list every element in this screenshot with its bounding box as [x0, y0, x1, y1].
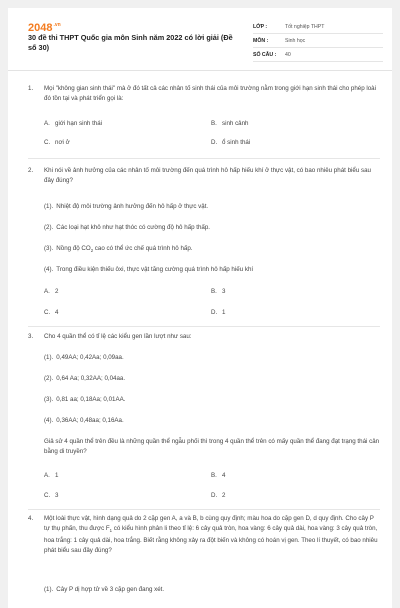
statement-label: (4).	[44, 266, 54, 273]
option-text: 2	[55, 288, 59, 295]
statement-text-pre: Nồng độ CO	[56, 245, 91, 252]
document-page	[8, 8, 392, 608]
statement-text: 0,36AA; 0,48aa; 0,16Aa.	[56, 417, 124, 424]
option-letter: D.	[211, 492, 218, 499]
option-c[interactable]	[44, 492, 58, 499]
statement-label: (4).	[44, 417, 54, 424]
statement-4	[44, 417, 124, 424]
meta-label: MÔN :	[253, 37, 269, 44]
option-text: 3	[222, 288, 226, 295]
option-letter: B.	[211, 120, 217, 127]
option-text: nơi ở	[55, 139, 70, 146]
question-divider	[28, 509, 380, 510]
option-letter: A.	[44, 472, 50, 479]
option-d[interactable]	[211, 492, 225, 499]
subscript: 1	[109, 528, 113, 534]
question-3	[28, 332, 380, 342]
statement-label: (3).	[44, 245, 54, 252]
statement-3	[44, 396, 125, 403]
option-b[interactable]	[211, 120, 249, 127]
option-text: 4	[55, 309, 59, 316]
statement-2	[44, 224, 210, 231]
question-text: Cho 4 quần thể có tỉ lệ các kiểu gen lần lượt như sau:	[44, 333, 192, 340]
question-divider	[28, 158, 380, 159]
question-divider	[28, 326, 380, 327]
exam-title: 30 đề thi THPT Quốc gia môn Sinh năm 2022 có lời giải (Đề số 30)	[28, 33, 233, 52]
meta-row-count	[253, 48, 383, 62]
meta-value: Tốt nghiệp THPT	[285, 23, 325, 30]
meta-value: 40	[285, 51, 291, 58]
option-letter: A.	[44, 288, 50, 295]
meta-label: SỐ CÂU :	[253, 51, 277, 58]
logo-suffix: .vn	[53, 22, 61, 29]
exam-meta-table	[253, 20, 383, 62]
question-number: 2.	[28, 167, 34, 174]
option-letter: D.	[211, 139, 218, 146]
option-text: 3	[55, 492, 59, 499]
option-letter: A.	[44, 120, 50, 127]
statement-text: Trong điều kiện thiếu ôxi, thực vật tăng cường quá trình hô hấp hiếu khí	[56, 266, 254, 273]
option-text: sinh cảnh	[222, 120, 249, 127]
option-d[interactable]	[211, 139, 250, 146]
option-a[interactable]	[44, 288, 58, 295]
question-4	[28, 514, 380, 556]
question-number: 3.	[28, 333, 34, 340]
question-number: 4.	[28, 515, 34, 522]
option-letter: B.	[211, 472, 217, 479]
option-d[interactable]	[211, 309, 225, 316]
statement-label: (2).	[44, 375, 54, 382]
option-a[interactable]	[44, 120, 102, 127]
statement-label: (2).	[44, 224, 54, 231]
question-text: Mọi "không gian sinh thái" mà ở đó tất cả các nhân tố sinh thái của môi trường nằm trong giới hạn sinh thái cho phép loài đó tồn tại và phát triển gọi là:	[44, 85, 376, 102]
statement-text: 0,81 aa; 0,18Aa; 0,01AA.	[56, 396, 126, 403]
statement-label: (1).	[44, 354, 54, 361]
logo-text: 2048	[28, 22, 53, 34]
statement-1	[44, 354, 124, 361]
statement-text: 0,64 Aa; 0,32AA; 0,04aa.	[56, 375, 126, 382]
question-2	[28, 166, 380, 186]
statement-1	[44, 586, 164, 593]
meta-label: LỚP :	[253, 23, 268, 30]
statement-2	[44, 375, 125, 382]
option-c[interactable]	[44, 139, 70, 146]
option-letter: C.	[44, 309, 51, 316]
meta-value: Sinh học	[285, 37, 306, 44]
statement-text: Cây P dị hợp tử về 3 cặp gen đang xét.	[56, 586, 165, 593]
question-text-post: có kiểu hình phân li theo tỉ lệ: 6 cây quả tròn, hoa vàng: 6 cây quả dài, hoa vàng: 3 cây quả tròn, hoa trắng: 1 cây quả dài, hoa trắng. Biết rằng không xảy ra đột biến và không có hoán vị gen. Theo lí thuyết, có bao nhiêu phát biểu sau đây đúng?	[44, 525, 378, 555]
question-text: Khi nói về ảnh hưởng của các nhân tố môi trường đến quá trình hô hấp hiếu khí ở thực vật, có bao nhiêu phát biểu sau đây đúng?	[44, 167, 371, 184]
option-text: 2	[222, 492, 226, 499]
option-letter: B.	[211, 288, 217, 295]
statement-label: (3).	[44, 396, 54, 403]
document-header	[8, 8, 392, 71]
statement-text: 0,49AA; 0,42Aa; 0,09aa.	[56, 354, 124, 361]
option-b[interactable]	[211, 288, 225, 295]
statement-3	[44, 245, 193, 253]
statement-text-post: cao có thể ức chế quá trình hô hấp.	[93, 245, 193, 252]
question-3-prompt	[28, 437, 380, 457]
option-letter: C.	[44, 139, 51, 146]
question-1	[28, 84, 380, 104]
statement-1	[44, 203, 208, 210]
statement-4	[44, 266, 253, 273]
meta-row-subject	[253, 34, 383, 48]
option-c[interactable]	[44, 309, 58, 316]
statement-text: Các loại hạt khô như hạt thóc có cường độ hô hấp thấp.	[56, 224, 211, 231]
option-text: 1	[222, 309, 226, 316]
option-text: 1	[55, 472, 59, 479]
subscript: 2	[90, 248, 94, 254]
question-text	[44, 514, 380, 556]
option-b[interactable]	[211, 472, 225, 479]
question-text: Giả sử 4 quần thể trên đều là những quần thể ngẫu phối thì trong 4 quần thể trên có mấy quần thể đang đạt trạng thái cân bằng di truyền?	[44, 438, 380, 455]
statement-label: (1).	[44, 586, 54, 593]
option-text: giới hạn sinh thái	[55, 120, 103, 127]
option-text: 4	[222, 472, 226, 479]
question-number: 1.	[28, 85, 34, 92]
statement-label: (1).	[44, 203, 54, 210]
statement-text: Nhiệt độ môi trường ảnh hưởng đến hô hấp ở thực vật.	[56, 203, 209, 210]
option-letter: D.	[211, 309, 218, 316]
option-a[interactable]	[44, 472, 58, 479]
meta-row-class	[253, 20, 383, 34]
question-text-pre: Một loài thực vật, hình dạng quả do 2 cặp gen A, a và B, b cùng quy định; màu hoa do cặp gen D, d quy định. Cho cây P tự thụ phấn, thu được F	[44, 515, 374, 532]
option-letter: C.	[44, 492, 51, 499]
option-text: ổ sinh thái	[222, 139, 251, 146]
